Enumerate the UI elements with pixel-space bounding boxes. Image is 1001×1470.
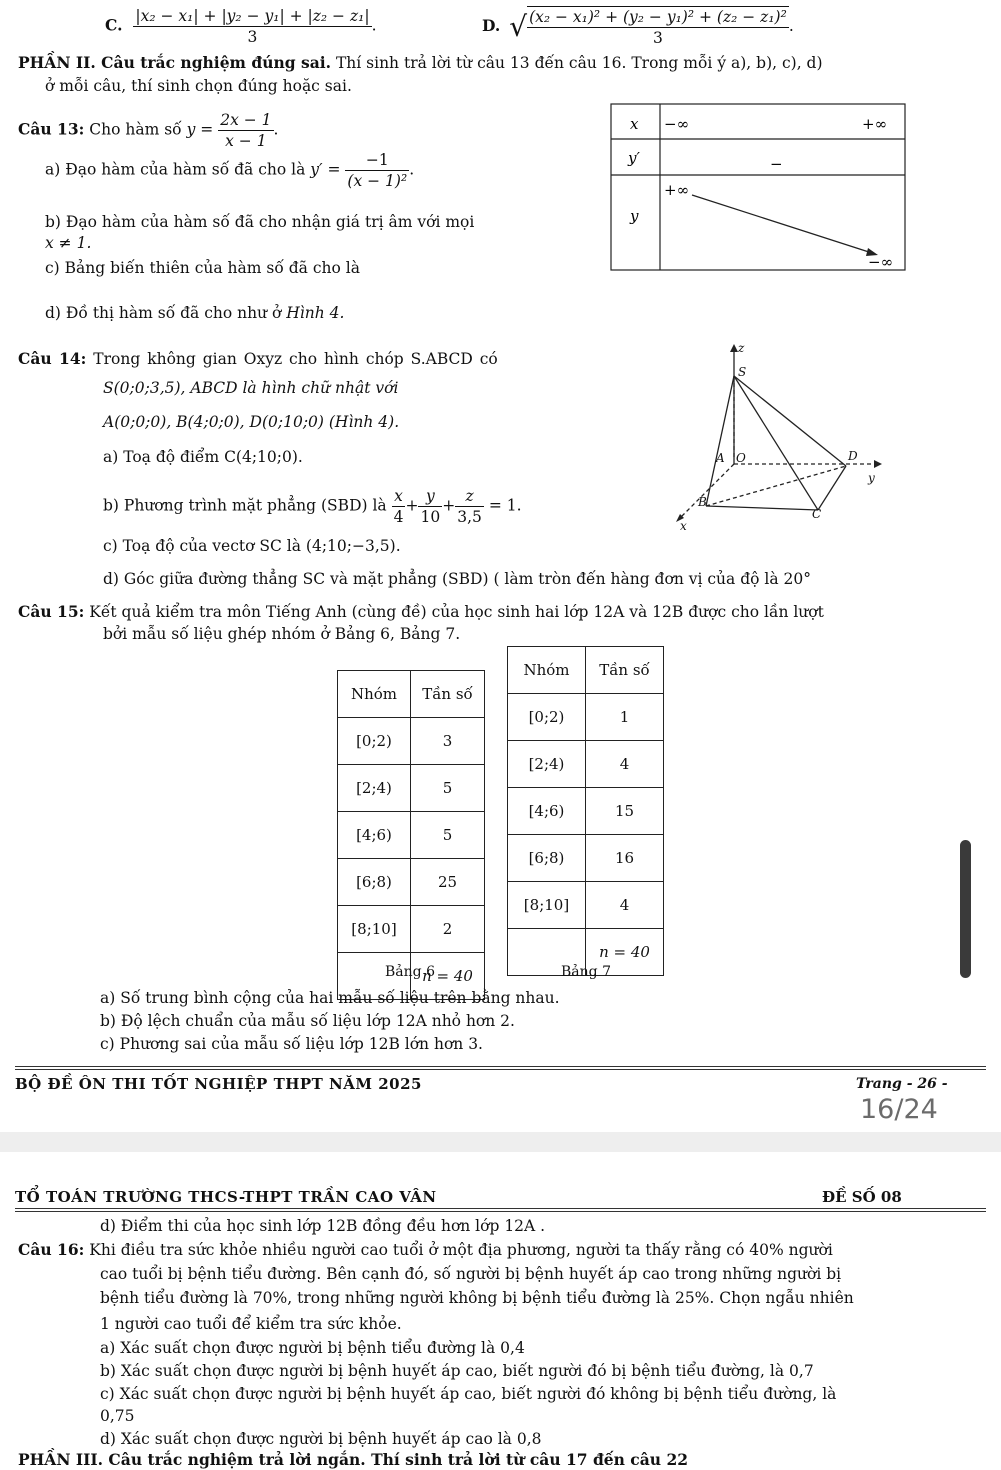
table-total-row: n = 40 (338, 953, 485, 1000)
scrollbar-thumb[interactable] (960, 840, 971, 978)
part3-cut-line: PHẦN III. Câu trắc nghiệm trả lời ngắn. Thí sinh trả lời từ câu 17 đến câu 22 (18, 1450, 689, 1469)
fig-label-x: x (680, 519, 687, 530)
option-c: C. $\frac{\text{|x₂ − x₁| + |y₂ − y₁| + |z₂ − z₁|}}{3}$ . (105, 7, 377, 46)
q16-line4: 1 người cao tuổi để kiểm tra sức khỏe. (100, 1315, 402, 1333)
pyramid-figure (668, 340, 890, 530)
q14-line1: Câu 14: Trong không gian Oxyz cho hình chóp S.ABCD có (18, 349, 498, 368)
q16-b: b) Xác suất chọn được người bị bệnh huyết áp cao, biết người đó bị bệnh tiểu đường, là 0,7 (100, 1362, 814, 1380)
part2-instruction: ở mỗi câu, thí sinh chọn đúng hoặc sai. (45, 77, 352, 95)
option-d-label: D. (482, 16, 501, 35)
q14-b: b) Phương trình mặt phẳng (SBD) là $\frac{x}{4}$ + $\frac{y}{10}$ + $\frac{z}{3,5}$ = 1. (103, 487, 522, 526)
q14-line2: S(0;0;3,5), ABCD là hình chữ nhật với (103, 379, 399, 397)
table-row: [6;8) 25 (338, 859, 485, 906)
table-row: [8;10] 4 (508, 882, 664, 929)
table-pos-inf: +∞ (862, 115, 888, 133)
q13-c: c) Bảng biến thiên của hàm số đã cho là (45, 259, 360, 277)
variation-table (610, 103, 906, 273)
fig-label-b: B (698, 495, 707, 509)
q16-d: d) Xác suất chọn được người bị bệnh huyết áp cao là 0,8 (100, 1430, 542, 1448)
q14-a: a) Toạ độ điểm C(4;10;0). (103, 448, 303, 466)
table-row: [4;6) 5 (338, 812, 485, 859)
next-page-header-left: TỔ TOÁN TRƯỜNG THCS-THPT TRẦN CAO VÂN (15, 1188, 437, 1206)
q13-d: d) Đồ thị hàm số đã cho như ở Hình 4. (45, 304, 345, 322)
next-page-header-right: ĐỀ SỐ 08 (822, 1188, 902, 1206)
fig-label-y: y (868, 471, 875, 485)
table-row: [0;2) 1 (508, 694, 664, 741)
table-row: [6;8) 16 (508, 835, 664, 882)
q16-line2: cao tuổi bị bệnh tiểu đường. Bên cạnh đó, số người bị bệnh huyết áp cao trong những người bị (100, 1265, 842, 1283)
table-7-caption: Bảng 7 (561, 964, 611, 980)
q15-d: d) Điểm thi của học sinh lớp 12B đồng đều hơn lớp 12A . (100, 1217, 546, 1235)
table-6: Nhóm Tần số [0;2) 3 [2;4) 5 [4;6) 5 [6;8) 25 [8;10] 2 n = 40 (337, 670, 485, 1000)
footer-page: Trang - 26 - (856, 1076, 948, 1092)
q13-a: a) Đạo hàm của hàm số đã cho là y′ = $\frac{-1}{\text{(x − 1)²}}$ . (45, 151, 415, 190)
table-7: Nhóm Tần số [0;2) 1 [2;4) 4 [4;6) 15 [6;8) 16 [8;10] 4 n = 40 (507, 646, 664, 976)
option-c-formula: $\frac{\text{|x₂ − x₁| + |y₂ − y₁| + |z₂ − z₁|}}{3}$ (135, 7, 370, 46)
q15-b: b) Độ lệch chuẩn của mẫu số liệu lớp 12A nhỏ hơn 2. (100, 1012, 515, 1030)
footer-title: BỘ ĐỀ ÔN THI TỐT NGHIỆP THPT NĂM 2025 (15, 1075, 422, 1093)
page-gap (0, 1132, 1001, 1152)
z-axis-arrow-icon (730, 344, 738, 352)
table-sign: − (770, 155, 783, 173)
table-row: [4;6) 15 (508, 788, 664, 835)
q16-a: a) Xác suất chọn được người bị bệnh tiểu đường là 0,4 (100, 1339, 525, 1357)
fig-label-d: D (848, 449, 858, 463)
q16-line3: bệnh tiểu đường là 70%, trong những người không bị bệnh tiểu đường là 25%. Chọn ngẫu nhiên (100, 1289, 854, 1307)
q16-c: c) Xác suất chọn được người bị bệnh huyết áp cao, biết người đó không bị bệnh tiểu đường, là (100, 1385, 837, 1403)
q13-stem: Câu 13: Cho hàm số y = $\frac{2x - 1}{x - 1}$ . (18, 111, 279, 150)
part2-heading: PHẦN II. Câu trắc nghiệm đúng sai. Thí sinh trả lời từ câu 13 đến câu 16. Trong mỗi ý a), b), c), d) (18, 53, 823, 72)
fig-label-c: C (812, 507, 822, 521)
table-total-row: n = 40 (508, 929, 664, 976)
fig-label-s: S (738, 365, 747, 379)
q14-c: c) Toạ độ của vectơ SC là (4;10;−3,5). (103, 537, 401, 555)
table-y-label: y (630, 207, 639, 225)
table-row: [0;2) 3 (338, 718, 485, 765)
fig-label-z: z (738, 341, 745, 355)
table-yprime-label: y′ (628, 149, 640, 167)
table-row: [2;4) 5 (338, 765, 485, 812)
q16-line1: Câu 16: Khi điều tra sức khỏe nhiều người cao tuổi ở một địa phương, người ta thấy rằng có 40% người (18, 1240, 833, 1259)
table-y-top: +∞ (664, 181, 690, 199)
footer-divider (15, 1066, 986, 1067)
q15-c: c) Phương sai của mẫu số liệu lớp 12B lớn hơn 3. (100, 1035, 483, 1053)
q13-b-condition: x ≠ 1. (45, 234, 92, 252)
fig-label-o: O (736, 451, 746, 465)
q15-a: a) Số trung bình cộng của hai mẫu số liệu trên bằng nhau. (100, 989, 560, 1007)
q15-line1: Câu 15: Kết quả kiểm tra môn Tiếng Anh (cùng đề) của học sinh hai lớp 12A và 12B được cho lần lượt (18, 602, 824, 621)
option-d: D. √ $\frac{\text{(x₂ − x₁)² + (y₂ − y₁)² + (z₂ − z₁)²}}{3}$ . (482, 8, 794, 47)
table-row: [8;10] 2 (338, 906, 485, 953)
q13-b: b) Đạo hàm của hàm số đã cho nhận giá trị âm với mọi (45, 213, 475, 231)
table-row: [2;4) 4 (508, 741, 664, 788)
option-c-label: C. (105, 15, 123, 35)
y-axis-arrow-icon (874, 460, 882, 468)
header-divider (15, 1208, 986, 1209)
table-neg-inf: −∞ (664, 115, 690, 133)
table-6-caption: Bảng 6 (385, 964, 435, 980)
q16-c-value: 0,75 (100, 1407, 135, 1425)
option-d-formula: $\frac{\text{(x₂ − x₁)² + (y₂ − y₁)² + (z₂ − z₁)²}}{3}$ (529, 8, 787, 47)
fig-label-a: A (716, 451, 725, 465)
table-x-label: x (630, 115, 639, 133)
q14-line3: A(0;0;0), B(4;0;0), D(0;10;0) (Hình 4). (103, 413, 400, 431)
sqrt-icon: √ (509, 10, 528, 43)
page-indicator: 16/24 (860, 1094, 938, 1125)
q15-line2: bởi mẫu số liệu ghép nhóm ở Bảng 6, Bảng 7. (103, 625, 461, 643)
q14-d: d) Góc giữa đường thẳng SC và mặt phẳng (SBD) ( làm tròn đến hàng đơn vị của độ là 20° (103, 570, 811, 588)
table-decrease-arrow (692, 195, 872, 253)
table-y-bottom: −∞ (868, 253, 894, 271)
